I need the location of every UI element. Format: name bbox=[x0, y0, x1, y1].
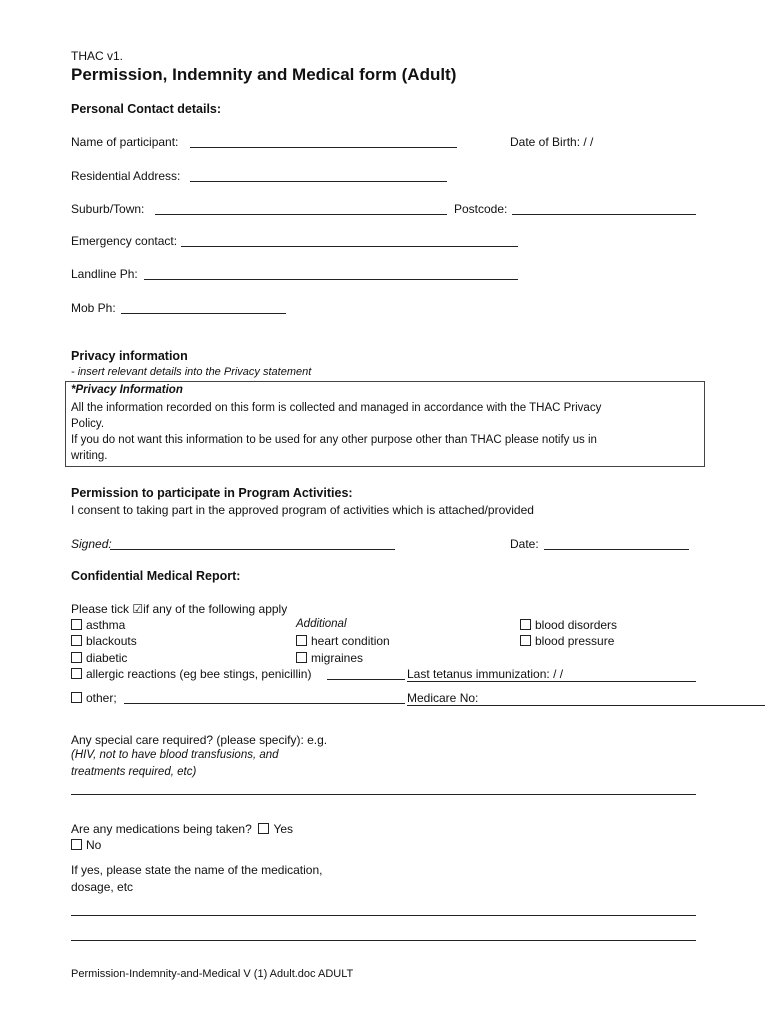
special-care-example-2: treatments required, etc) bbox=[71, 766, 197, 778]
allergic-field[interactable] bbox=[327, 679, 405, 680]
emergency-field[interactable] bbox=[181, 246, 518, 247]
checked-box-icon: ☑ bbox=[132, 602, 144, 616]
privacy-text-line4: writing. bbox=[71, 450, 108, 462]
suburb-field[interactable] bbox=[155, 214, 447, 215]
checkbox-icon[interactable] bbox=[71, 635, 82, 646]
signature-field[interactable] bbox=[110, 549, 395, 550]
mobile-label: Mob Ph: bbox=[71, 301, 116, 315]
medications-question-text: Are any medications being taken? bbox=[71, 822, 252, 836]
no-label: No bbox=[86, 838, 102, 852]
medicare-label: Medicare No: bbox=[407, 691, 479, 705]
checkbox-asthma[interactable] bbox=[71, 619, 125, 631]
medical-instruction bbox=[71, 603, 287, 615]
medication-field-1[interactable] bbox=[71, 915, 696, 916]
heart-label: heart condition bbox=[311, 634, 390, 648]
medical-heading: Confidential Medical Report: bbox=[71, 569, 241, 583]
if-yes-line2: dosage, etc bbox=[71, 880, 134, 894]
special-care-field[interactable] bbox=[71, 794, 696, 795]
checkbox-blood-disorders[interactable] bbox=[520, 619, 617, 631]
special-care-example-1: (HIV, not to have blood transfusions, and bbox=[71, 749, 279, 761]
blackouts-label: blackouts bbox=[86, 634, 137, 648]
privacy-text-line1: All the information recorded on this form is collected and managed in accordance with the THAC Privacy bbox=[71, 402, 602, 414]
instruction-post: if any of the following apply bbox=[143, 602, 288, 616]
medicare-field[interactable] bbox=[407, 705, 765, 706]
emergency-label: Emergency contact: bbox=[71, 234, 178, 248]
checkbox-migraines[interactable] bbox=[296, 652, 363, 664]
postcode-label: Postcode: bbox=[454, 202, 508, 216]
permission-heading: Permission to participate in Program Activities: bbox=[71, 486, 353, 500]
privacy-box-title: *Privacy Information bbox=[71, 384, 183, 396]
checkbox-icon[interactable] bbox=[520, 635, 531, 646]
personal-heading: Personal Contact details: bbox=[71, 102, 222, 116]
landline-field[interactable] bbox=[144, 279, 518, 280]
other-label: other; bbox=[86, 691, 117, 705]
other-field[interactable] bbox=[124, 703, 405, 704]
name-label: Name of participant: bbox=[71, 135, 179, 149]
mobile-field[interactable] bbox=[121, 313, 286, 314]
checkbox-icon[interactable] bbox=[71, 692, 82, 703]
tetanus-label: Last tetanus immunization: / / bbox=[407, 667, 564, 681]
diabetic-label: diabetic bbox=[86, 651, 128, 665]
migraines-label: migraines bbox=[311, 651, 364, 665]
name-field[interactable] bbox=[190, 147, 457, 148]
additional-label: Additional bbox=[296, 618, 347, 630]
checkbox-icon[interactable] bbox=[71, 652, 82, 663]
checkbox-no[interactable] bbox=[71, 839, 101, 851]
version-label: THAC v1. bbox=[71, 49, 124, 63]
if-yes-line1: If yes, please state the name of the medication, bbox=[71, 863, 323, 877]
medication-field-2[interactable] bbox=[71, 940, 696, 941]
landline-label: Landline Ph: bbox=[71, 267, 138, 281]
blood-disorders-label: blood disorders bbox=[535, 618, 618, 632]
dob-label: Date of Birth: / / bbox=[510, 135, 594, 149]
checkbox-other[interactable] bbox=[71, 692, 117, 704]
allergic-label: allergic reactions (eg bee stings, penicillin) bbox=[86, 667, 312, 681]
checkbox-allergic[interactable] bbox=[71, 668, 311, 680]
checkbox-icon[interactable] bbox=[71, 668, 82, 679]
date-label: Date: bbox=[510, 537, 539, 551]
yes-label: Yes bbox=[273, 822, 294, 836]
address-field[interactable] bbox=[190, 181, 447, 182]
checkbox-icon[interactable] bbox=[296, 635, 307, 646]
signed-label: Signed: bbox=[71, 537, 112, 551]
blood-pressure-label: blood pressure bbox=[535, 634, 615, 648]
checkbox-yes-icon[interactable] bbox=[258, 823, 269, 834]
checkbox-blood-pressure[interactable] bbox=[520, 635, 614, 647]
privacy-subnote: - insert relevant details into the Privacy statement bbox=[71, 366, 312, 378]
checkbox-no-icon[interactable] bbox=[71, 839, 82, 850]
consent-text: I consent to taking part in the approved program of activities which is attached/provided bbox=[71, 503, 534, 517]
date-field[interactable] bbox=[544, 549, 689, 550]
checkbox-blackouts[interactable] bbox=[71, 635, 137, 647]
instruction-pre: Please tick bbox=[71, 602, 133, 616]
privacy-text-line2: Policy. bbox=[71, 418, 105, 430]
footer-text: Permission-Indemnity-and-Medical V (1) Adult.doc ADULT bbox=[71, 968, 354, 980]
address-label: Residential Address: bbox=[71, 169, 181, 183]
special-care-label: Any special care required? (please specify): e.g. bbox=[71, 733, 328, 747]
page-title: Permission, Indemnity and Medical form (Adult) bbox=[71, 65, 457, 84]
checkbox-icon[interactable] bbox=[71, 619, 82, 630]
suburb-label: Suburb/Town: bbox=[71, 202, 145, 216]
checkbox-icon[interactable] bbox=[520, 619, 531, 630]
postcode-field[interactable] bbox=[512, 214, 696, 215]
checkbox-heart[interactable] bbox=[296, 635, 390, 647]
checkbox-icon[interactable] bbox=[296, 652, 307, 663]
asthma-label: asthma bbox=[86, 618, 126, 632]
tetanus-field[interactable] bbox=[407, 681, 696, 682]
medications-question bbox=[71, 823, 293, 835]
checkbox-diabetic[interactable] bbox=[71, 652, 127, 664]
privacy-text-line3: If you do not want this information to be used for any other purpose other than THAC please notify us in bbox=[71, 434, 597, 446]
privacy-heading: Privacy information bbox=[71, 349, 188, 363]
